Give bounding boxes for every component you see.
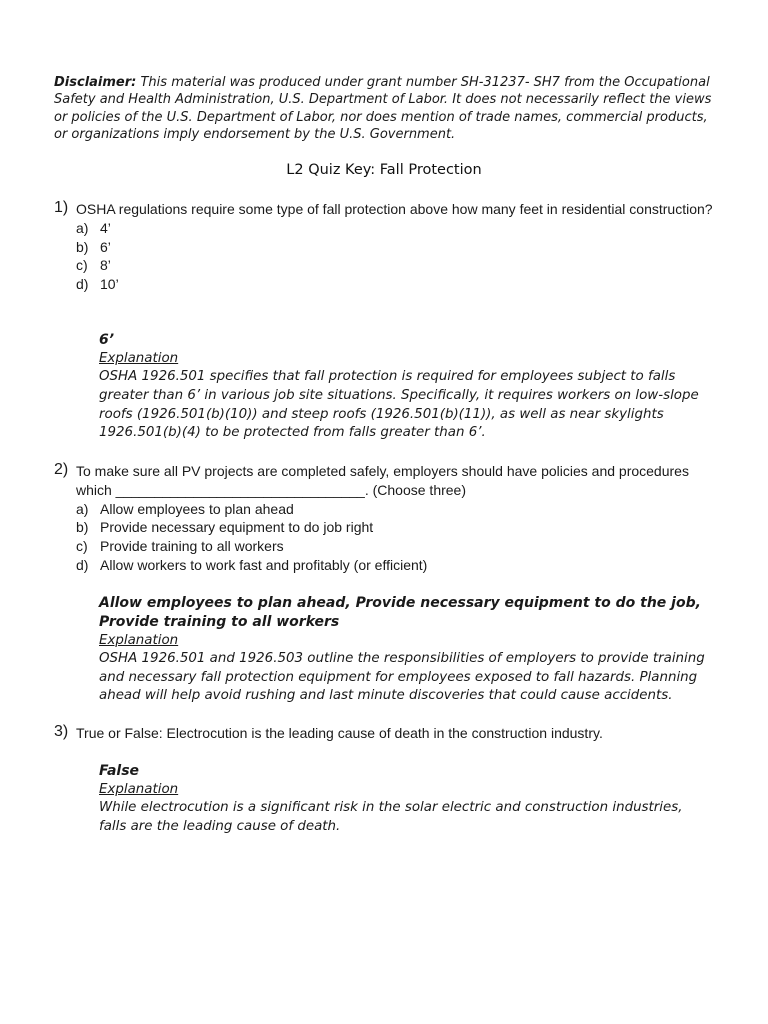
option-letter: a) (76, 219, 89, 236)
option-letter: d) (76, 276, 89, 293)
option-text: 6’ (100, 238, 111, 255)
question-text: To make sure all PV projects are completed safely, employers should have policies and procedures which ________________________________. (Choose three) (76, 463, 689, 498)
question-number: 2) (54, 461, 69, 478)
option-item (76, 500, 724, 519)
question-number: 3) (54, 723, 69, 740)
option-text: 10’ (100, 276, 119, 293)
option-letter: d) (76, 556, 89, 573)
answer-2 (99, 594, 709, 706)
option-text: Allow employees to plan ahead (100, 500, 294, 517)
option-text: 8’ (100, 257, 111, 274)
option-text: Allow workers to work fast and profitably (or efficient) (100, 556, 428, 573)
explanation-label: Explanation (99, 350, 179, 366)
disclaimer-text: This material was produced under grant number SH-31237- SH7 from the Occupational Safety and Health Administration, U.S. Department of Labor. It does not necessarily reflect the views or policies of the U.S. Department of Labor, nor does mention of trade names, commercial products, or organizations imply endorsement by the U.S. Government. (54, 75, 712, 142)
explanation-text: OSHA 1926.501 specifies that fall protection is required for employees subject to falls greater than 6’ in various job site situations. Specifically, it requires workers on low-slope roofs (1926.501(b)(10)) and steep roofs (1926.501(b)(11)), as well as near skylights 1926.501(b)(4) to be protected from falls greater than 6’. (99, 369, 699, 441)
option-letter: b) (76, 519, 89, 536)
option-letter: a) (76, 500, 89, 517)
answer-text: 6’ (99, 332, 115, 348)
question-2 (54, 462, 724, 575)
explanation-text: While electrocution is a significant risk in the solar electric and construction industries, falls are the leading cause of death. (99, 800, 683, 834)
option-item (76, 556, 724, 575)
option-letter: c) (76, 257, 88, 274)
answer-text: Allow employees to plan ahead, Provide necessary equipment to do the job, Provide training to all workers (99, 595, 701, 630)
option-text: Provide training to all workers (100, 538, 284, 555)
options-list (54, 219, 724, 294)
explanation-label: Explanation (99, 781, 179, 797)
question-text: True or False: Electrocution is the leading cause of death in the construction industry. (76, 725, 603, 741)
question-text: OSHA regulations require some type of fall protection above how many feet in residential construction? (76, 201, 713, 217)
answer-3 (99, 762, 709, 837)
answer-text: False (99, 763, 140, 779)
page-title: L2 Quiz Key: Fall Protection (286, 162, 482, 178)
option-item (76, 518, 724, 537)
option-item (76, 238, 724, 257)
option-item (76, 256, 724, 275)
disclaimer-label: Disclaimer: (54, 75, 137, 90)
option-letter: b) (76, 238, 89, 255)
option-letter: c) (76, 538, 88, 555)
question-3 (54, 724, 724, 743)
option-text: Provide necessary equipment to do job right (100, 519, 374, 536)
option-item (76, 275, 724, 294)
question-1 (54, 200, 724, 294)
option-text: 4’ (100, 219, 111, 236)
question-number: 1) (54, 199, 69, 216)
answer-1 (99, 331, 709, 443)
option-item (76, 537, 724, 556)
options-list (54, 500, 724, 575)
explanation-label: Explanation (99, 632, 179, 648)
option-item (76, 219, 724, 238)
explanation-text: OSHA 1926.501 and 1926.503 outline the responsibilities of employers to provide training and necessary fall protection equipment for employees exposed to fall hazards. Planning ahead will help avoid rushing and last minute discoveries that could cause accidents. (99, 651, 705, 704)
disclaimer (54, 74, 724, 143)
